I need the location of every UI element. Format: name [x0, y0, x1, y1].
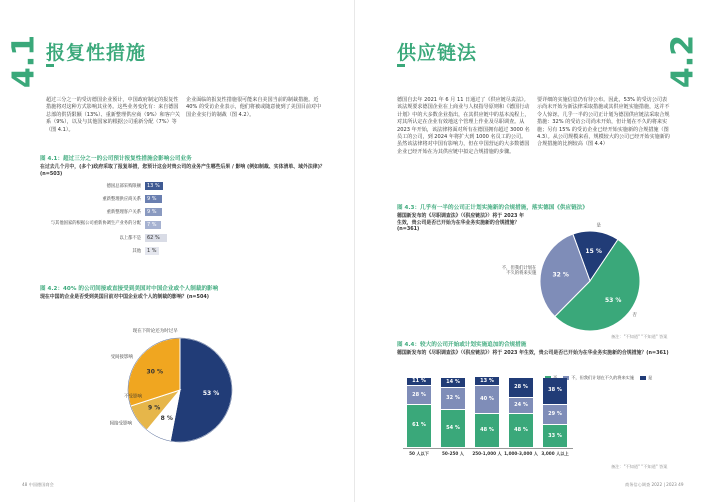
fig2-pie-chart	[80, 322, 280, 457]
fig1-bar: 7 %	[145, 221, 161, 229]
fig1-category-label: 其他	[132, 249, 141, 254]
fig3-pie-chart	[480, 223, 690, 336]
fig1-title: 图 4.1：超过三分之一的公司预计报复性措施会影响公司业务	[40, 156, 192, 162]
fig3-title: 图 4.3：几乎有一半的公司正计划实施新的合规措施，落实德国《供应链法》	[397, 205, 588, 211]
fig4-segment: 33 %	[543, 425, 567, 447]
fig1-category-label: 重新整理供应商关系	[102, 197, 141, 202]
fig1-category-label: 德国总部采购限额	[106, 184, 141, 189]
fig4-title: 图 4.4：较大的公司开始或计划实施追加的合规措施	[397, 342, 527, 348]
fig3-question: 德国新发布的《尽职调查法》（《供应链法》）将于 2023 年生效，贵公司是否已开始为在华业务实施新的合规措施？(n=361)	[397, 213, 525, 232]
right-page	[355, 0, 710, 502]
fig2-title: 图 4.2：40% 的公司间接或直接受到美国对中国企业或个人制裁的影响	[40, 286, 219, 292]
fig1-bar: 9 %	[145, 195, 162, 203]
fig4-x-label: 50-250 人	[442, 451, 464, 456]
fig4-column	[543, 378, 567, 448]
fig2-slice-label: 现在下阶论还为时过早	[132, 329, 178, 334]
title-underline	[397, 64, 405, 67]
fig4-column	[509, 378, 533, 448]
fig2-slice-pct: 53 %	[202, 389, 220, 397]
fig1-question: 在过去几个月中，(多个)政府采取了报复举措，您预计这会对贵公司的业务产生哪些后果 / 影响 (例如制裁、实体清单、域外法律)？(n=503)	[40, 164, 325, 177]
fig3-slice-label: 不久的将来实施	[506, 271, 537, 277]
fig3-slice-pct: 32 %	[552, 271, 569, 279]
fig4-question: 德国新发布的《尽职调查法》（《供应链法》）将于 2023 年生效，贵公司是否已开始为在华业务实施新的合规措施？(n=361)	[397, 350, 669, 356]
fig1-category-label: 与其他国家的根据公司重新协调生产业务的分配	[50, 221, 141, 226]
fig3-slice-label: 否	[632, 312, 637, 318]
intro-paragraph-1: 德国自去年 2021 年 6 月 11 日通过了《供应链尽责法》。该法规要求德国企业在上商业与人权指导原则和《德国行动计划》中的大多数企业指出，在其供应链中的基本流程上，对其所认定在企业有效地这个管理上作业及尽职调查。从 2023 年开始，该法律将面对所有在德国拥有超过 3000 名员工的公司，到 2024 年将扩大到 1000 名员工的公司。虽然该法律将对中国有影响力，但在中国营运的大多数德国企业已经开始在为其供应链中拟定合规措施的步骤。	[397, 97, 530, 155]
fig1-category-label: 以上都不是	[119, 236, 141, 241]
fig1-bar: 9 %	[145, 208, 162, 216]
fig3-slice-pct: 53 %	[604, 297, 622, 305]
fig4-segment: 54 %	[441, 410, 465, 447]
fig4-segment: 29 %	[543, 405, 567, 424]
section-title: 报复性措施	[46, 42, 147, 64]
fig4-segment: 13 %	[475, 377, 499, 385]
intro-paragraph-2: 要详细的实施信息仍有待公布。因此，53% 的受访公司表示尚未开始为新法律采取措施或其供应链实施措施，这并不令人惊讶。几乎一半的公司正计划为德国供应链法采取合规措施：32% 的受访公司尚未开始，但计划在不久的将来实施；另有 15% 的受访企业已经开始实施新的合规措施（图 4.3）。从公司规模来看，规模较大的公司已经开始实施新的合规措施的比例较高（图 4.4）	[537, 97, 670, 148]
fig3-slice-label: 不，但我们计划在	[501, 266, 537, 272]
fig3-slice-pct: 15 %	[585, 248, 602, 256]
fig4-x-label: 250-1,000 人	[472, 451, 502, 456]
fig2-slice-label: 间接受影响	[109, 421, 133, 427]
fig2-slice-pct: 8 %	[160, 415, 173, 423]
title-underline	[46, 64, 54, 67]
fig2-slice-label: 受间接影响	[110, 354, 134, 360]
fig4-x-label: 3,000 人以上	[541, 451, 569, 456]
fig4-segment: 11 %	[407, 378, 431, 385]
fig4-segment: 14 %	[441, 378, 465, 387]
fig4-segment: 40 %	[475, 386, 499, 413]
fig4-x-label: 50 人以下	[409, 451, 429, 456]
fig4-legend-item	[640, 375, 652, 380]
fig2-question: 现在中国的企业是否受到美国目前对中国企业或个人的制裁的影响？(n=504)	[40, 294, 209, 300]
section-number: 4.2	[665, 34, 701, 89]
fig2-slice-label: 不受影响	[124, 394, 142, 400]
fig4-segment: 48 %	[509, 414, 533, 447]
fig3-note: 备注："不知道" "不知道" 答案	[611, 334, 668, 339]
fig4-legend-label: 不，但我们计划在不久的将来实施	[571, 375, 635, 380]
section-number: 4.1	[6, 34, 42, 89]
fig4-note: 备注："不知道" "不知道" 答案	[611, 464, 668, 469]
section-title: 供应链法	[397, 42, 478, 64]
fig1-bar: 62 %	[145, 234, 167, 242]
fig4-column	[441, 378, 465, 448]
fig4-legend-label: 是	[648, 375, 653, 380]
fig4-segment: 48 %	[475, 414, 499, 447]
fig4-legend-item	[563, 375, 634, 380]
fig4-column	[475, 378, 499, 448]
intro-paragraph-2: 企业面临的报复性措施很可能来自美国当前的制裁措施。近 40% 的受访企业表示，他们将被或随意使到了美国目前对中国企业实行的制裁（图 4.2）。	[186, 97, 322, 118]
fig4-segment: 28 %	[509, 378, 533, 397]
fig1-bar: 13 %	[145, 182, 163, 190]
fig4-x-axis	[403, 448, 573, 449]
fig4-segment: 32 %	[441, 388, 465, 409]
intro-paragraph-1: 超过三分之一的受访德国企业预计，中国政府制定的报复性措施将对这种方式影响其业务。这些业务变化有：来自德国总部的供货限额（13%）、重新整理供应商（9%）和客户关系（9%），以及与其他国家的根据公司重新分配（7%）等（图 4.1）。	[46, 97, 181, 133]
fig4-segment: 28 %	[407, 386, 431, 405]
fig2-slice-pct: 30 %	[146, 368, 163, 376]
fig3-slice-label: 是	[596, 223, 601, 229]
fig4-segment: 61 %	[407, 405, 431, 447]
fig1-bar: 1 %	[145, 247, 159, 255]
fig4-x-label: 1,000-3,000 人	[504, 451, 538, 456]
left-footer: 48 中国德国商会	[22, 482, 54, 487]
fig4-segment: 38 %	[543, 378, 567, 404]
fig2-slice-pct: 9 %	[148, 404, 161, 412]
fig4-legend-swatch	[640, 376, 646, 380]
fig4-segment: 24 %	[509, 398, 533, 414]
right-footer: 商务信心调查 2022 | 2023 49	[625, 482, 684, 487]
fig4-column	[407, 378, 431, 448]
fig1-category-label: 重新整理客户关系	[106, 210, 141, 215]
